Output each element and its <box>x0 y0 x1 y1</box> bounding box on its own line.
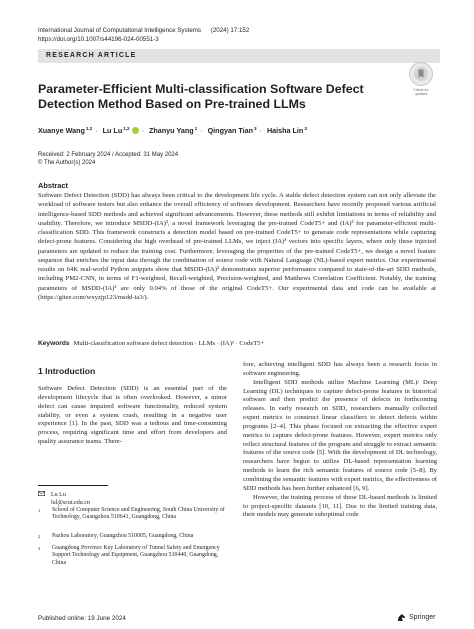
journal-name: International Journal of Computational Intelligence Systems <box>38 27 202 34</box>
author-affiliation: 3 <box>304 126 307 131</box>
publisher-name: Springer <box>409 614 436 621</box>
copyright: © The Author(s) 2024 <box>38 160 96 166</box>
paper-title: Parameter-Efficient Multi-classification Software Defect Detection Method Based on Pre-trained LLMs <box>38 82 364 111</box>
author-name[interactable]: Zhanyu Yang <box>149 126 194 135</box>
envelope-icon <box>38 491 45 500</box>
author-affiliation: 3 <box>254 126 257 131</box>
author-name[interactable]: Xuanye Wang <box>38 126 85 135</box>
section-heading-introduction: 1 Introduction <box>38 366 96 376</box>
abstract-text: Software Defect Detection (SDD) has always been critical to the development life cycle. A stable defect detection system can not only alleviate the workload of software testers but also enhance the overall efficiency of software development. Researchers have recently proposed various artificial intelligence-based SDD methods and achieved significant advancements. However, these methods still exhibit limitations in terms of reliability and usability. Therefore, we introduce MSDD-(IA)³, a novel framework leveraging the pre-trained CodeT5+ and (IA)³ for parameter-efficient multi-classification SDD. This framework constructs a detection model based on pre-trained CodeT5+ to generate code representations while capturing defect-prone features. Considering the high overhead of pre-trained LLMs, we inject (IA)³ vectors into specific layers, where only these injected parameters are updated to reduce the training cost. Furthermore, leveraging the properties of the pre-trained CodeT5+, we design a novel feature sequence that enriches the input data through the combination of source code with Natural Language (NL)-based expert metrics. Our experimental results on 64K real-world Python snippets show that MSDD-(IA)³ demonstrates superior performance compared to state-of-the-art SDD methods, including PM2-CNN, in terms of F1-weighted, Recall-weighted, Precision-weighted, and Matthews Correlation Coefficient. Notably, the training parameters of MSDD-(IA)³ are only 0.04% of those of the original CodeT5+. Our experimental data and code can be available at (https://gitee.com/wxyzjp123/msdd-ia3/). <box>38 192 436 301</box>
journal-header <box>38 27 257 34</box>
paragraph: Software Defect Detection (SDD) is an essential part of the development lifecycle that is often overlooked. However, a minor defect can cause impaired software functionality, reduced system stability, or even a system crash, resulting in a negative user experience [1]. In the past, SDD was a tedious and time-consuming process, requiring significant time and effort from developers and quality assurance teams. There- <box>38 385 227 446</box>
springer-horse-icon <box>397 613 406 622</box>
paragraph: fore, achieving intelligent SDD has always been a research focus in software engineering. <box>243 361 437 377</box>
publisher-logo <box>397 613 435 622</box>
article-dates <box>38 151 178 167</box>
affiliation-item: 1 School of Computer Science and Engineering, South China University of Technology, Guangzhou 510641, Guangdong, China <box>38 507 225 521</box>
author-affiliation: 1,2 <box>85 126 93 131</box>
keywords <box>38 339 436 348</box>
check-for-updates-button[interactable] <box>409 62 433 86</box>
author-name[interactable]: Lu Lu <box>102 126 123 135</box>
footnote-divider <box>38 485 108 486</box>
author-name[interactable]: Qingyan Tian <box>207 126 253 135</box>
keywords-label: Keywords <box>38 340 70 347</box>
received-accepted: Received: 2 February 2024 / Accepted: 31 May 2024 <box>38 152 179 158</box>
author-affiliation: 1,2 <box>123 126 130 131</box>
intro-right-column <box>243 361 437 520</box>
published-online: Published online: 19 June 2024 <box>38 615 126 622</box>
corresponding-email[interactable]: lul@scut.edu.cn <box>51 499 90 506</box>
orcid-icon[interactable] <box>132 127 139 134</box>
author-list: Xuanye Wang$^{1,2}$ · Lu Lu$^{1,2}$ · Zhanyu Yang$^1$ · Qingyan Tian$^3$ · Haisha Lin$^3$ <box>38 126 307 135</box>
paragraph: However, the training process of these DL-based methods is limited to project-specific datasets [10, 11]. Due to the limited training data, their models may generate suboptimal code <box>243 493 437 519</box>
corresponding-author <box>38 491 90 507</box>
keywords-text: Multi-classification software defect detection · LLMs · (IA)³ · CodeT5+ <box>73 340 265 347</box>
affiliation-item: 2 Pazhou Laboratory, Guangzhou 510005, Guangdong, China <box>38 533 194 539</box>
author-name[interactable]: Haisha Lin <box>266 126 304 135</box>
corresponding-name: Lu Lu <box>51 492 66 498</box>
check-for-updates-label: Check for updates <box>413 88 429 97</box>
journal-volume: (2024) 17:152 <box>210 27 250 34</box>
doi-link[interactable]: https://doi.org/10.1007/s44196-024-00551-3 <box>38 36 159 43</box>
intro-left-column <box>38 385 227 447</box>
article-type: RESEARCH ARTICLE <box>46 52 137 59</box>
author-affiliation: 1 <box>194 126 198 131</box>
bookmark-icon <box>413 66 429 82</box>
abstract-heading: Abstract <box>38 181 68 190</box>
affiliation-item: 3 Guangdong Province Key Laboratory of Tunnel Safety and Emergency Support Technology and Equipment, Guangzhou 510440, Guangdong, China <box>38 545 220 566</box>
paragraph: Intelligent SDD methods utilize Machine Learning (ML)/ Deep Learning (DL) techniques to capture defect-prone features in historical software and then predict the presence of defects in forthcoming releases. In early research on SDD, researchers manually collected expert metrics to construct linear classifiers to detect defects within programs [2–4]. This phase focused on extracting the effective expert metrics to capture defect-prone features. However, expert metrics only reflect structural features of the program and struggle to extract semantic features of the source code [5]. With the development of DL technology, researchers have begun to utilize DL-based representation learning methods to learn the rich semantic features of source code [5–8]. By combining the semantic features with expert metrics, the effectiveness of SDD methods has been further enhanced [6, 9]. <box>243 378 437 492</box>
